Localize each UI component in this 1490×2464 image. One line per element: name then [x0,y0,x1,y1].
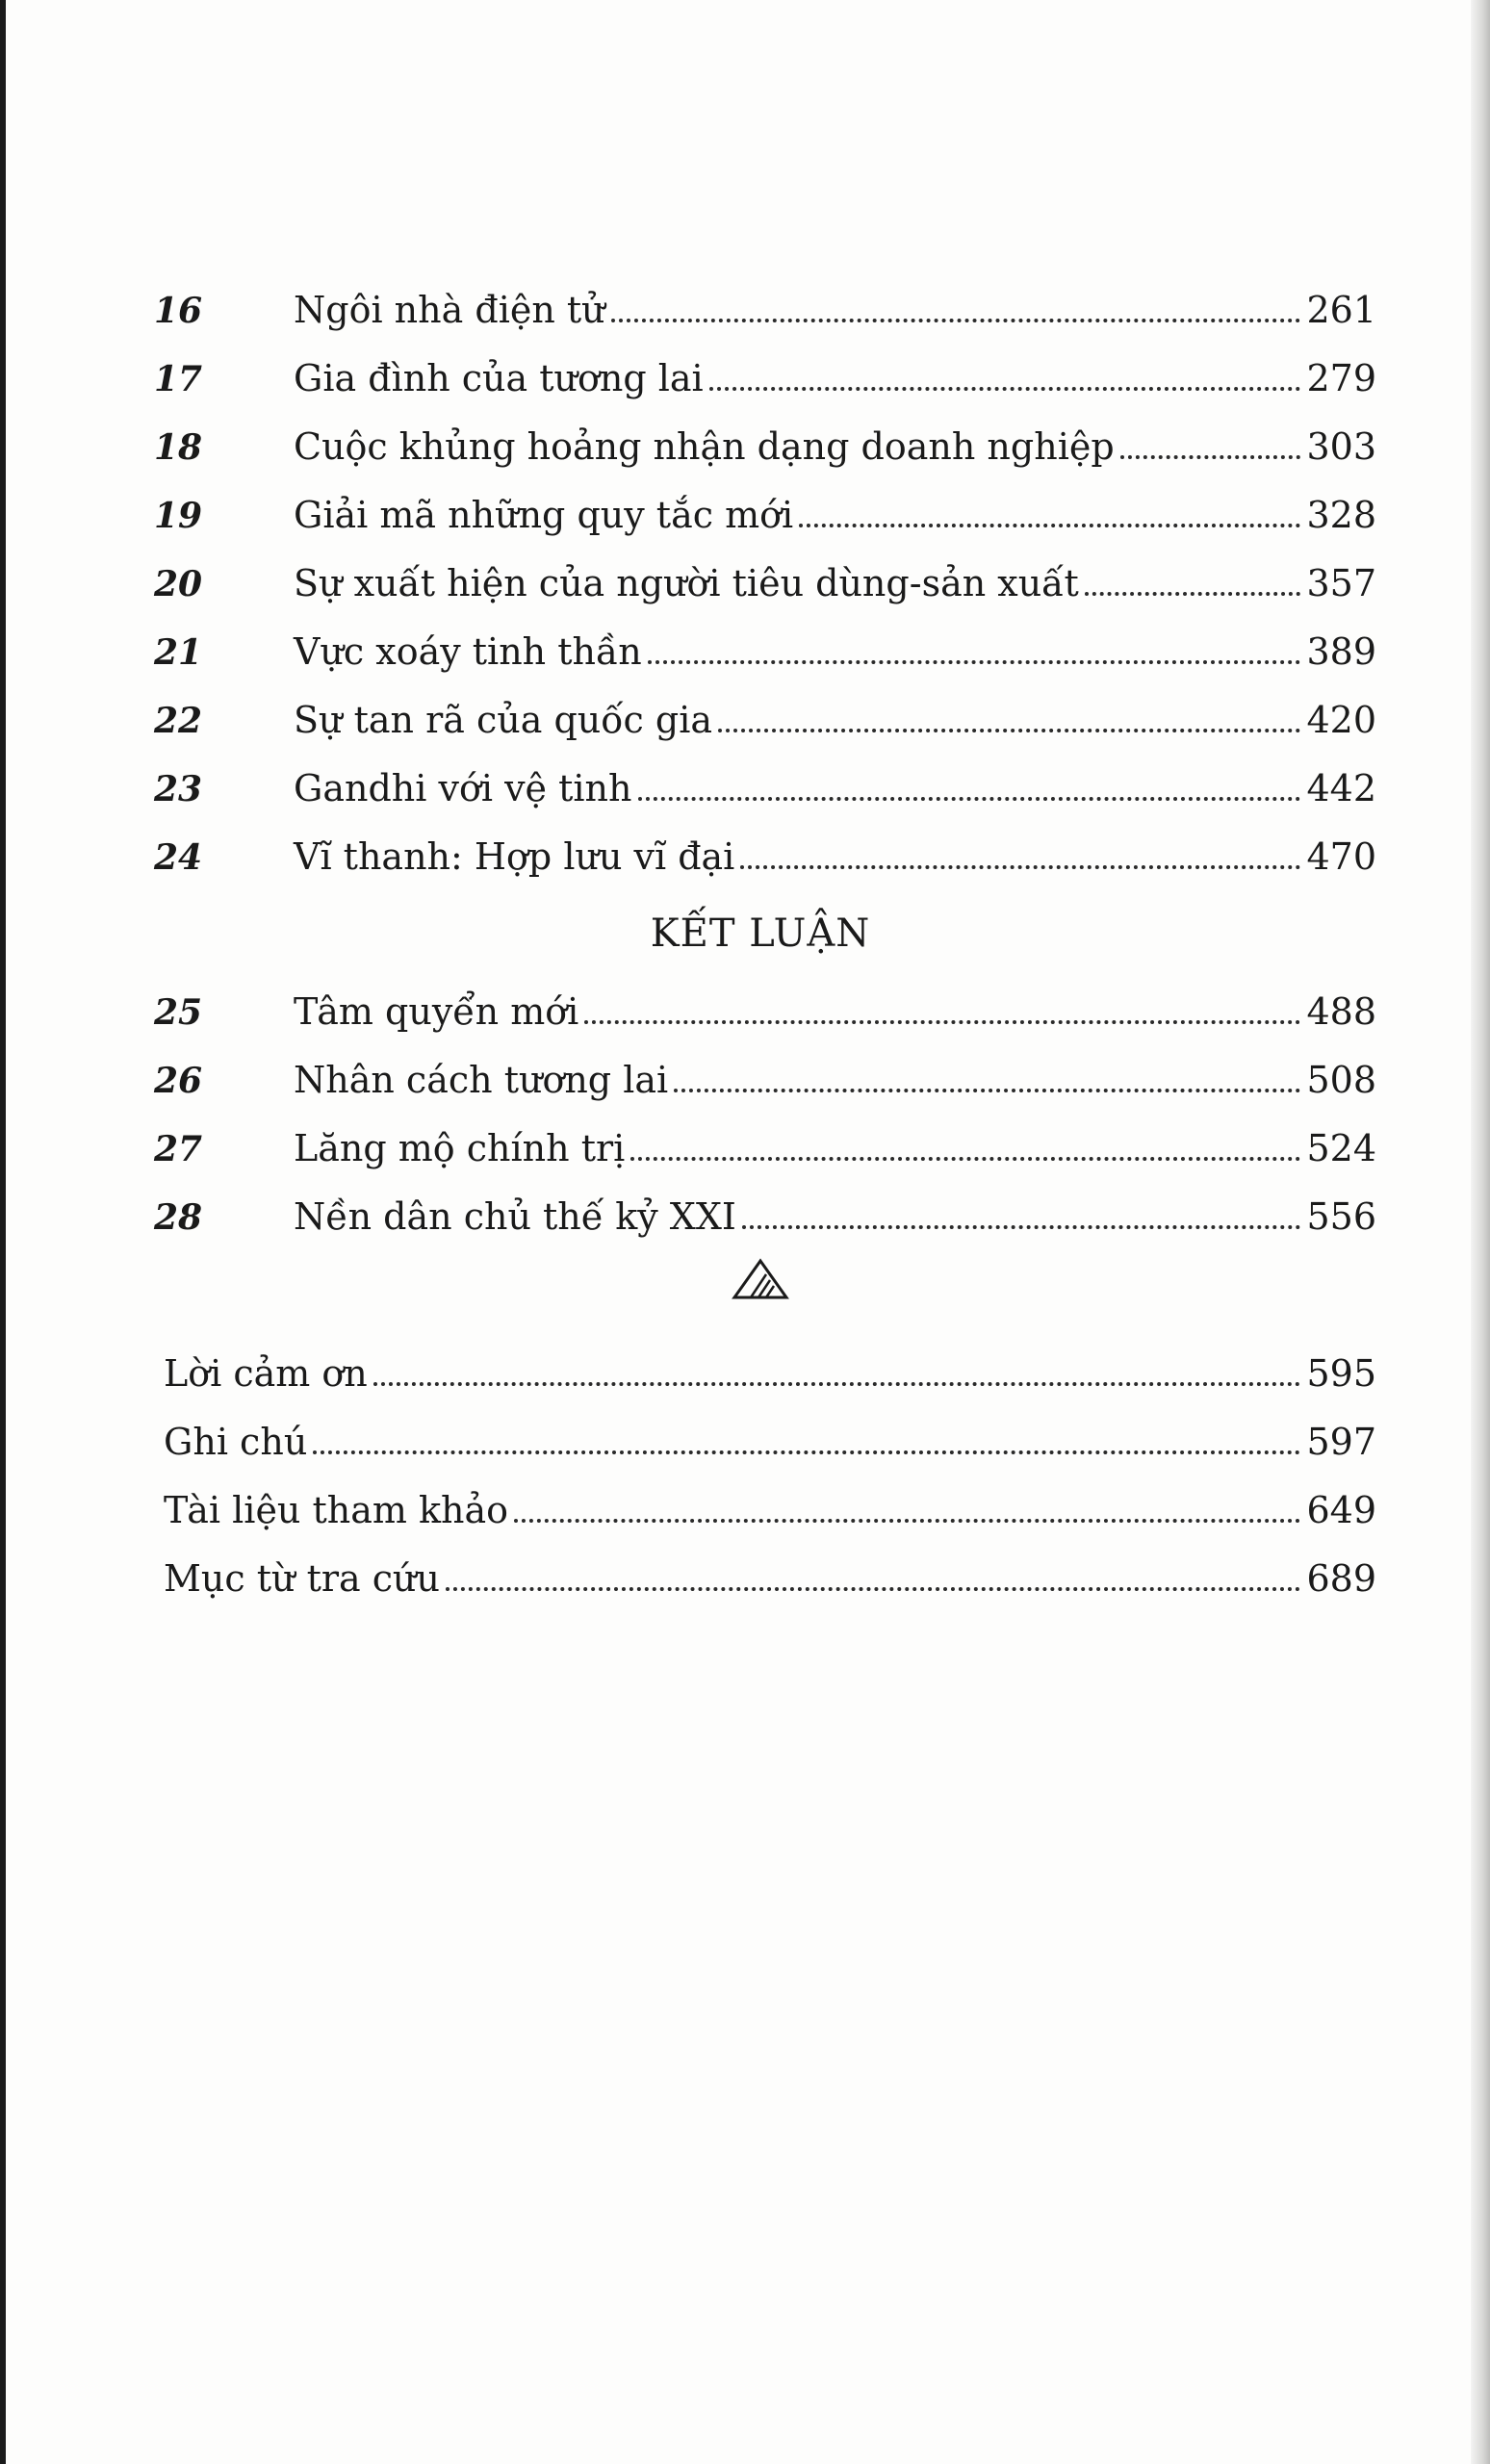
toc-row [144,1030,1376,1101]
chapter-number: 27 [154,1129,203,1169]
chapter-title: Sự xuất hiện của người tiêu dùng-sản xuất [294,562,1079,604]
page-number: 488 [1306,990,1376,1033]
toc-row [144,465,1376,536]
chapter-title: Vĩ thanh: Hợp lưu vĩ đại [294,835,735,878]
toc-row [144,260,1376,331]
dot-leader [718,729,1300,732]
toc-row [144,1528,1376,1600]
chapter-title: Lăng mộ chính trị [294,1127,626,1169]
chapter-title: Nhân cách tương lai [294,1059,669,1101]
page-number: 442 [1306,767,1376,809]
toc-row [144,533,1376,602]
section-heading: KẾT LUẬN [650,911,871,956]
chapter-number: 17 [154,359,203,399]
dot-leader [742,1225,1301,1229]
toc-row [144,670,1376,741]
dot-leader [799,524,1300,527]
toc-row [144,1167,1376,1238]
toc-chapters-part2 [144,962,1376,1238]
dot-leader [313,1450,1300,1454]
page-number: 279 [1306,357,1376,399]
page-number: 357 [1306,562,1376,604]
dot-leader [674,1089,1300,1092]
page-number: 303 [1306,425,1376,468]
dot-leader [611,319,1301,322]
chapter-number: 24 [154,837,203,878]
page-number: 508 [1306,1059,1376,1101]
chapter-title: Vực xoáy tinh thần [294,630,642,673]
chapter-title: Ngôi nhà điện tử [294,289,605,331]
toc-row [144,738,1376,807]
toc-row [144,807,1376,878]
page-number: 595 [1306,1352,1376,1395]
chapter-title: Gandhi với vệ tinh [294,767,632,809]
chapter-title: Sự tan rã của quốc gia [294,699,712,741]
dot-leader [638,797,1301,801]
toc-row [144,1392,1376,1463]
triangle-ornament-icon [144,1235,1376,1323]
dot-leader [373,1382,1301,1386]
entry-title: Lời cảm ơn [164,1352,368,1395]
chapter-number: 26 [154,1061,203,1101]
chapter-number: 18 [154,427,203,468]
toc-chapters-part1 [144,260,1376,878]
page-number: 420 [1306,699,1376,741]
chapter-title: Tâm quyển mới [294,990,579,1033]
page-left-edge [0,0,6,2464]
chapter-title: Giải mã những quy tắc mới [294,494,794,536]
page-number: 389 [1306,630,1376,673]
chapter-number: 16 [154,291,203,331]
chapter-title: Nền dân chủ thế kỷ XXI [294,1195,736,1238]
dot-leader [740,865,1300,869]
page-number: 261 [1306,289,1376,331]
dot-leader [630,1157,1300,1161]
toc-row [144,1460,1376,1531]
toc-row [144,602,1376,673]
chapter-number: 19 [154,496,203,536]
page-number: 556 [1306,1195,1376,1238]
dot-leader [1120,455,1301,459]
entry-title: Mục từ tra cứu [164,1557,440,1600]
page-number: 470 [1306,835,1376,878]
chapter-title: Cuộc khủng hoảng nhận dạng doanh nghiệp [294,425,1115,468]
table-of-contents [144,260,1376,1600]
toc-back-matter [144,1323,1376,1600]
chapter-number: 20 [154,564,203,604]
page-number: 689 [1306,1557,1376,1600]
toc-row [144,962,1376,1033]
dot-leader [648,660,1301,664]
page-number: 597 [1306,1421,1376,1463]
dot-leader [709,387,1301,391]
page-number: 524 [1306,1127,1376,1169]
dot-leader [584,1020,1300,1024]
chapter-number: 28 [154,1197,203,1238]
page-right-edge [1471,0,1490,2464]
chapter-number: 25 [154,992,203,1033]
entry-title: Tài liệu tham khảo [164,1489,509,1531]
chapter-number: 23 [154,769,203,809]
page-number: 328 [1306,494,1376,536]
toc-row [144,328,1376,397]
chapter-title: Gia đình của tương lai [294,357,704,399]
toc-row [144,1098,1376,1167]
toc-row [144,397,1376,468]
dot-leader [514,1519,1300,1523]
dot-leader [446,1587,1301,1591]
chapter-number: 22 [154,701,203,741]
entry-title: Ghi chú [164,1421,308,1463]
dot-leader [1085,592,1301,596]
page-number: 649 [1306,1489,1376,1531]
toc-row [144,1323,1376,1395]
chapter-number: 21 [154,632,203,673]
